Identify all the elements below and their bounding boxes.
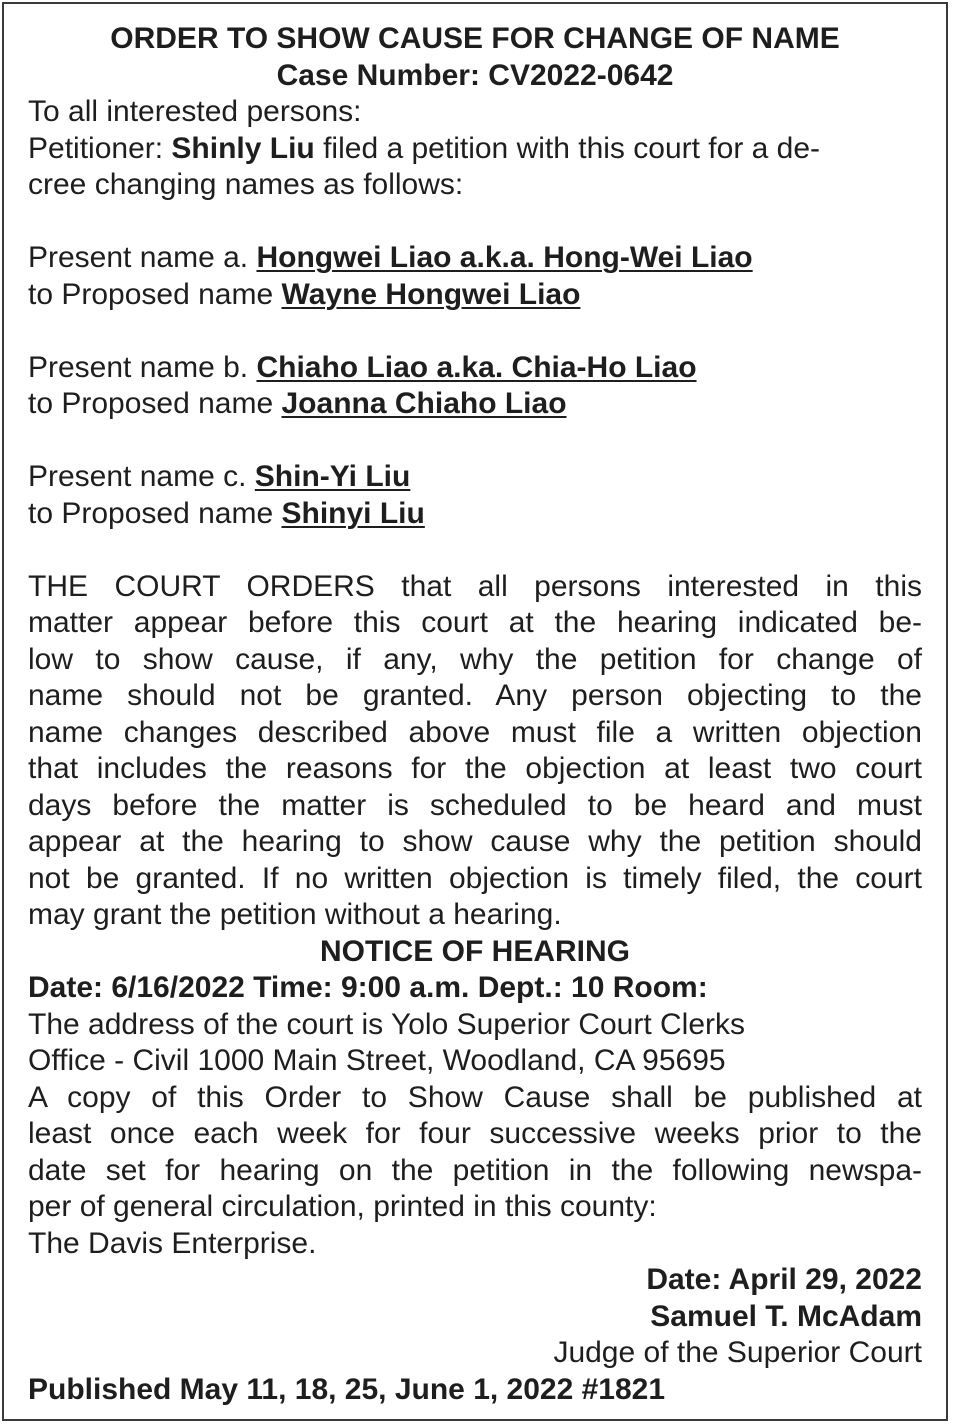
spacer	[28, 313, 922, 350]
greeting: To all interested persons:	[28, 95, 362, 128]
proposed-name-a-label: to Proposed name	[28, 277, 282, 311]
proposed-name-b	[28, 386, 922, 423]
publication-paragraph	[28, 1080, 922, 1263]
publication-line: least once each week for four successive weeks prior to the	[28, 1117, 922, 1150]
signature-date: Date: April 29, 2022	[646, 1263, 922, 1296]
present-name-a-value: Hongwei Liao a.k.a. Hong-Wei Liao	[256, 241, 753, 274]
publication-line: A copy of this Order to Show Cause shall be published at	[28, 1080, 922, 1114]
court-orders-line: that includes the reasons for the objection at least two court	[28, 752, 922, 785]
published-dates: Published May 11, 18, 25, June 1, 2022 #1821	[28, 1372, 666, 1406]
proposed-name-b-value: Joanna Chiaho Liao	[281, 387, 567, 420]
present-name-c	[28, 459, 922, 496]
proposed-name-c-label: to Proposed name	[28, 496, 282, 530]
proposed-name-a	[28, 277, 922, 314]
proposed-name-a-value: Wayne Hongwei Liao	[281, 277, 581, 311]
present-name-c-label: Present name c.	[28, 460, 255, 493]
petition-line-1	[28, 131, 922, 168]
case-number: Case Number: CV2022-0642	[276, 58, 674, 92]
publication-line: date set for hearing on the petition in the following newspa-	[28, 1153, 922, 1187]
legal-notice	[2, 2, 948, 1421]
court-address-line: The address of the court is Yolo Superior Court Clerks	[28, 1007, 746, 1041]
court-orders-line: name should not be granted. Any person objecting to the	[28, 679, 922, 712]
petition-line-2: cree changing names as follows:	[28, 168, 464, 201]
court-orders-line: not be granted. If no written objection is timely filed, the court	[28, 861, 922, 895]
hearing-heading: NOTICE OF HEARING	[319, 934, 630, 968]
court-orders-line: name changes described above must file a written objection	[28, 715, 922, 749]
proposed-name-c-value: Shinyi Liu	[281, 496, 425, 530]
court-orders-line: matter appear before this court at the hearing indicated be-	[28, 606, 922, 639]
hearing-details: Date: 6/16/2022 Time: 9:00 a.m. Dept.: 10 Room:	[28, 971, 708, 1004]
notice-title: ORDER TO SHOW CAUSE FOR CHANGE OF NAME	[110, 22, 840, 55]
judge-name: Samuel T. McAdam	[650, 1299, 922, 1333]
present-name-b-value: Chiaho Liao a.ka. Chia-Ho Liao	[256, 350, 697, 384]
court-orders-line: low to show cause, if any, why the petition for change of	[28, 642, 922, 676]
court-orders-line: appear at the hearing to show cause why the petition should	[28, 825, 922, 858]
petition-prefix: Petitioner:	[28, 131, 172, 165]
proposed-name-c	[28, 496, 922, 533]
newspaper-name: The Davis Enterprise.	[28, 1226, 317, 1260]
court-orders-line: may grant the petition without a hearing.	[28, 898, 562, 931]
spacer	[28, 423, 922, 460]
court-orders-line: days before the matter is scheduled to be heard and must	[28, 788, 922, 822]
court-address-line: Office - Civil 1000 Main Street, Woodland, CA 95695	[28, 1044, 726, 1077]
present-name-b	[28, 350, 922, 387]
spacer	[28, 204, 922, 241]
present-name-a-label: Present name a.	[28, 241, 257, 274]
present-name-b-label: Present name b.	[28, 350, 257, 384]
present-name-a	[28, 240, 922, 277]
proposed-name-b-label: to Proposed name	[28, 387, 282, 420]
present-name-c-value: Shin-Yi Liu	[254, 460, 411, 493]
publication-line: per of general circulation, printed in this county:	[28, 1190, 657, 1223]
judge-title: Judge of the Superior Court	[553, 1336, 922, 1369]
spacer	[28, 532, 922, 569]
petitioner-name: Shinly Liu	[171, 131, 315, 165]
court-orders-line: THE COURT ORDERS that all persons interested in this	[28, 569, 922, 603]
petition-text: filed a petition with this court for a de-	[314, 131, 821, 165]
court-orders-paragraph	[28, 569, 922, 934]
